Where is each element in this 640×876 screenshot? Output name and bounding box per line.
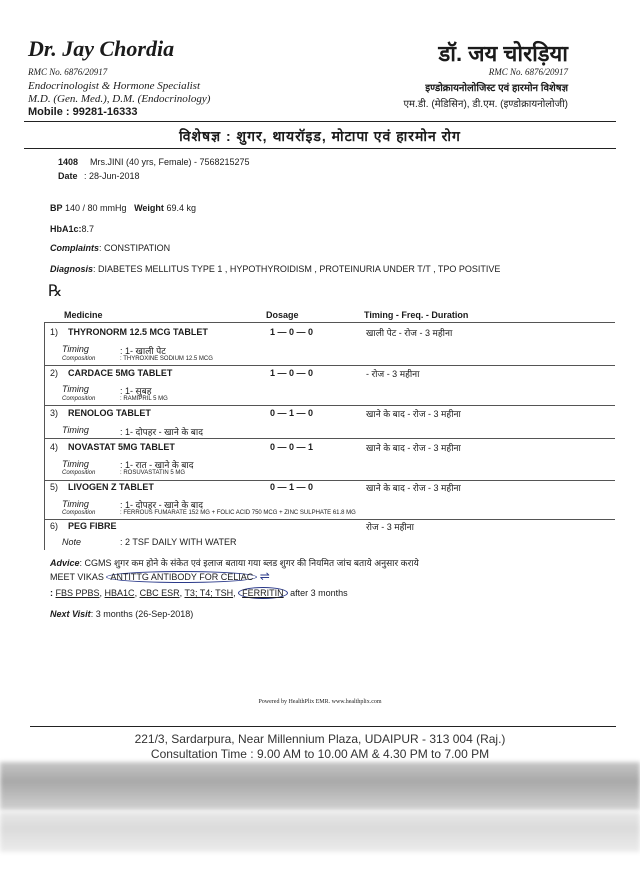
doctor-name-hindi: डॉ. जय चोरड़िया	[438, 41, 568, 66]
redacted-band	[0, 812, 640, 852]
visit-date: : 28-Jun-2018	[84, 171, 140, 181]
bp-value: 140 / 80 mmHg	[65, 203, 127, 213]
complaints-text: : CONSTIPATION	[99, 243, 171, 253]
medicine-timing-freq: खाने के बाद - रोज - 3 महीना	[366, 409, 461, 419]
advice-text: : CGMS शुगर कम होने के संकेत एवं इलाज बताया गया ब्लड शुगर की नियमित जांच बताये अनुसार कराये	[79, 558, 419, 568]
tests-line: : FBS PPBS, HBA1C, CBC ESR, T3; T4; TSH, FERRITIN after 3 months	[50, 588, 348, 598]
medicine-sub-label: Note	[62, 537, 82, 547]
advice-circled-test: ANTITTG ANTIBODY FOR CELIAC	[106, 571, 257, 583]
medicine-sub-label: Timing	[62, 384, 89, 394]
medicine-sub-value: : 1- सुबह	[120, 386, 152, 396]
redacted-band	[0, 762, 640, 810]
composition-label: Composition	[62, 396, 96, 402]
medicine-number: 6)	[50, 521, 59, 531]
footer-timing: Consultation Time : 9.00 AM to 10.00 AM & 4.30 PM to 7.00 PM	[150, 747, 490, 761]
complaints-label: Complaints	[50, 243, 100, 253]
test-item: CBC ESR	[139, 588, 180, 598]
rmc-number-left: RMC No. 6876/20917	[28, 67, 108, 77]
medicine-sub-label: Timing	[62, 344, 89, 354]
complaints-line	[50, 243, 170, 253]
specialist-title: विशेषज्ञ : शुगर, थायरॉइड, मोटापा एवं हारमोन रोग	[179, 128, 461, 144]
medicine-name: RENOLOG TABLET	[68, 408, 151, 418]
medicine-timing-freq: खाने के बाद - रोज - 3 महीना	[366, 443, 461, 453]
doctor-specialty-english: Endocrinologist & Hormone Specialist	[28, 80, 201, 92]
composition-label: Composition	[62, 356, 96, 362]
medicine-dosage: 1 — 0 — 0	[270, 327, 314, 337]
footer-divider	[30, 726, 616, 727]
bp-label: BP	[50, 203, 63, 213]
doctor-degrees-hindi: एम.डी. (मेडिसिन), डी.एम. (इण्डोक्रायनोलोजी)	[403, 99, 568, 110]
vitals-line	[50, 203, 196, 213]
medicine-sub-value: : 2 TSF DAILY WITH WATER	[120, 537, 237, 547]
next-visit-text: : 3 months (26-Sep-2018)	[90, 609, 194, 619]
composition-label: Composition	[62, 510, 96, 516]
powered-by: Powered by HealthPlix EMR. www.healthplix.com	[258, 699, 382, 705]
composition-value: : THYROXINE SODIUM 12.5 MCG	[120, 356, 213, 362]
weight-value: 69.4 kg	[166, 203, 196, 213]
advice-line-2	[50, 569, 270, 583]
medicine-dosage: 0 — 1 — 0	[270, 482, 314, 492]
composition-value: : RAMIPRIL 5 MG	[120, 396, 168, 402]
doctor-mobile: Mobile : 99281-16333	[28, 106, 138, 118]
header-divider-top	[24, 121, 616, 122]
composition-label: Composition	[62, 470, 96, 476]
doctor-degrees-english: M.D. (Gen. Med.), D.M. (Endocrinology)	[28, 93, 211, 105]
medicine-number: 4)	[50, 442, 59, 452]
medicine-dosage: 0 — 1 — 0	[270, 408, 314, 418]
tests-prefix: :	[50, 588, 53, 598]
header-timing: Timing - Freq. - Duration	[364, 310, 469, 320]
advice-line-1	[50, 556, 419, 569]
advice-label: Advice	[50, 558, 80, 568]
medicine-number: 2)	[50, 368, 59, 378]
medicine-name: THYRONORM 12.5 MCG TABLET	[68, 327, 208, 337]
test-item-circled: FERRITIN	[238, 587, 288, 599]
footer-address: 221/3, Sardarpura, Near Millennium Plaza, UDAIPUR - 313 004 (Raj.)	[134, 732, 506, 746]
medicine-sub-value: : 1- दोपहर - खाने के बाद	[120, 427, 204, 437]
hba1c-line	[50, 224, 94, 234]
tests-suffix: after 3 months	[290, 588, 348, 598]
composition-value: : FERROUS FUMARATE 152 MG + FOLIC ACID 750 MCG + ZINC SULPHATE 61.8 MG	[120, 510, 356, 516]
medicine-number: 1)	[50, 327, 59, 337]
medicine-timing-freq: खाने के बाद - रोज - 3 महीना	[366, 483, 461, 493]
medicine-dosage: 0 — 0 — 1	[270, 442, 314, 452]
header-dosage: Dosage	[266, 310, 299, 320]
medicine-name: PEG FIBRE	[68, 521, 117, 531]
medicine-name: CARDACE 5MG TABLET	[68, 368, 173, 378]
test-item: HBA1C	[104, 588, 135, 598]
next-visit-label: Next Visit	[50, 609, 91, 619]
patient-id: 1408	[58, 157, 79, 167]
header-medicine: Medicine	[64, 310, 103, 320]
rx-icon: ℞	[48, 283, 63, 300]
patient-details: Mrs.JINI (40 yrs, Female) - 7568215275	[90, 157, 250, 167]
handwritten-arrow-icon: ⇌	[259, 569, 270, 583]
diagnosis-text: : DIABETES MELLITUS TYPE 1 , HYPOTHYROIDISM , PROTEINURIA UNDER T/T , TPO POSITIVE	[93, 264, 501, 274]
medicine-sub-value: : 1- खाली पेट	[120, 346, 166, 356]
diagnosis-label: Diagnosis	[50, 264, 94, 274]
medicine-sub-label: Timing	[62, 459, 89, 469]
advice-meet: MEET VIKAS	[50, 572, 104, 582]
medicine-sub-value: : 1- रात - खाने के बाद	[120, 460, 194, 470]
rmc-number-right: RMC No. 6876/20917	[488, 67, 568, 77]
header-divider-bottom	[24, 148, 616, 149]
doctor-specialty-hindi: इण्डोक्रायनोलोजिस्ट एवं हारमोन विशेषज्ञ	[425, 83, 568, 94]
test-item: T3; T4; TSH	[184, 588, 234, 598]
medicine-number: 3)	[50, 408, 59, 418]
next-visit-line	[50, 609, 193, 619]
medicine-timing-freq: खाली पेट - रोज - 3 महीना	[366, 328, 453, 338]
hba1c-value: 8.7	[81, 224, 95, 234]
diagnosis-line	[50, 264, 500, 274]
medicine-sub-label: Timing	[62, 499, 89, 509]
weight-label: Weight	[134, 203, 164, 213]
medicine-sub-label: Timing	[62, 425, 89, 435]
medicine-dosage: 1 — 0 — 0	[270, 368, 314, 378]
medicine-number: 5)	[50, 482, 59, 492]
medicine-name: NOVASTAT 5MG TABLET	[68, 442, 175, 452]
medicine-sub-value: : 1- दोपहर - खाने के बाद	[120, 500, 204, 510]
date-label: Date	[58, 171, 78, 181]
medicine-name: LIVOGEN Z TABLET	[68, 482, 154, 492]
test-item: FBS PPBS	[55, 588, 100, 598]
doctor-name-english: Dr. Jay Chordia	[28, 36, 175, 61]
medicine-timing-freq: - रोज - 3 महीना	[366, 369, 420, 379]
hba1c-label: HbA1c:	[50, 224, 82, 234]
medicine-timing-freq: रोज - 3 महीना	[366, 522, 415, 532]
composition-value: : ROSUVASTATIN 5 MG	[120, 470, 186, 476]
